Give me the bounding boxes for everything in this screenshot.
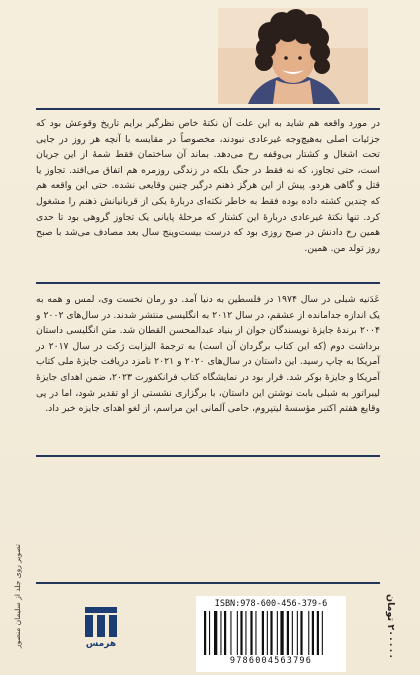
- author-bio: [36, 292, 380, 417]
- isbn-digits: 9786004563796: [229, 656, 313, 666]
- isbn-label: ISBN:978-600-456-379-6: [214, 599, 328, 609]
- author-portrait-image: [218, 8, 368, 104]
- top-divider: [36, 108, 380, 110]
- price-label: [385, 590, 413, 670]
- isbn-barcode: [196, 596, 346, 672]
- author-photo: [218, 8, 368, 104]
- author-bio-paragraph: عَدَنیه شبلی در سال ۱۹۷۴ در فلسطین به دنیا آمد. دو رمان نخست وی، لمس و همه به یک اندازه جدا‌مانده از عشقم، در سال ۲۰۱۲ به انگلیسی منتشر شدند. در سال‌های ۲۰۰۲ و ۲۰۰۴ برندهٔ جایزهٔ نویسندگان جوان از بنیاد عبدالمحسن القطان شد. متن انگلیسی داستان برداشت دوم (که این کتاب برگردان آن است) به ترجمهٔ الیزابت ژکت در سال ۲۰۱۷ در آمریکا به چاپ رسید. این داستان در سال‌های ۲۰۲۰ و ۲۰۲۱ نامزد دریافت جایزهٔ ملی کتاب آمریکا و جایزهٔ بوکر شد. قرار بود در نمایشگاه کتاب فرانکفورت ۲۰۲۳، ضمن اهدای جایزهٔ لیبراتور به شبلی بابت نوشتن این داستان، با برگزاری نشستی از او تقدیر شود، اما در پی وقایع هفتم اکتبر مؤسسهٔ لیتپروم، حامی آلمانی این مراسم، از لغو اهدای جایزه خبر داد.: [36, 294, 380, 415]
- middle-divider: [36, 282, 380, 284]
- barcode-bars: [204, 611, 338, 655]
- publisher-logo-icon: [80, 603, 122, 639]
- footer-divider: [36, 582, 380, 584]
- publisher-name: هرمس: [85, 639, 117, 649]
- publisher-logo: [80, 603, 122, 657]
- cover-credit-text: تصویر روی جلد از سلیمان منصور: [13, 544, 22, 648]
- excerpt-paragraph: در مورد واقعه هم شاید به این علت آن نکتهٔ خاص نظرگیر برایم تاریخ وقوعش بود که جزئیات اصلی به‌هیچ‌وجه غیرعادی نبودند، مخصوصاً در مقایسه با آنچه هر روز در جایی تحت اشغال و کشتار بی‌وقفه رخ می‌دهد. بماند آن ساختمان فقط شمهٔ از این جریان است، حتی تجاوز، که نه فقط در جنگ بلکه در زندگی روزمره هم اتفاق می‌افتد. تجاوز یا قتل و گاهی هردو. پیش از این هرگز ذهنم درگیر چنین وقایعی نشده. حتی این واقعه هم که چندین کشته داده بوده فقط به خاطر نکته‌ای دربارهٔ یکی از قربانیانش ذهنم را مشغول کرد. تنها نکتهٔ غیرعادی دربارهٔ این کشتار که مرحلهٔ پایانی یک تجاوز گروهی بود تا حدی همین رخ دادنش در صبح روزی بود که درست بیست‌وپنج سال بعد مصادف می‌شد با صبح روز تولد من. همین.: [36, 118, 380, 254]
- bottom-divider: [36, 455, 380, 457]
- excerpt-text: [36, 116, 380, 256]
- cover-credit: [2, 520, 22, 650]
- price-text: ۲۰۰۰۰۰ تومان: [385, 594, 396, 660]
